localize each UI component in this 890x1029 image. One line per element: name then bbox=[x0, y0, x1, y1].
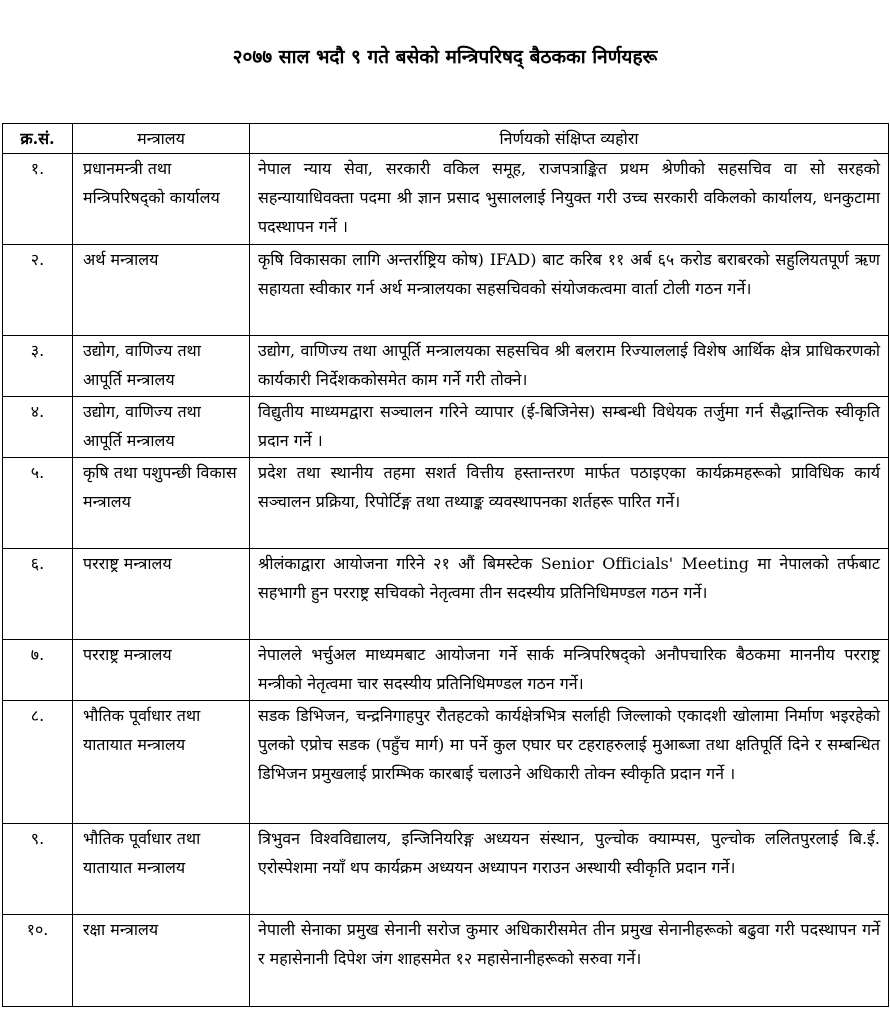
row-serial-number: ९. bbox=[3, 824, 73, 915]
table-row bbox=[3, 458, 889, 549]
row-serial-number: ५. bbox=[3, 458, 73, 549]
row-ministry: उद्योग, वाणिज्य तथा आपूर्ति मन्त्रालय bbox=[73, 336, 250, 397]
table-row bbox=[3, 154, 889, 245]
row-ministry: रक्षा मन्त्रालय bbox=[73, 915, 250, 1007]
row-serial-number: ७. bbox=[3, 640, 73, 701]
table-row bbox=[3, 701, 889, 824]
table-row bbox=[3, 245, 889, 336]
row-serial-number: १. bbox=[3, 154, 73, 245]
row-decision-summary: नेपाल न्याय सेवा, सरकारी वकिल समूह, राजपत्राङ्कित प्रथम श्रेणीको सहसचिव वा सो सरहको सहन्यायाधिवक्ता पदमा श्री ज्ञान प्रसाद भुसाललाई नियुक्त गरी उच्च सरकारी वकिलको कार्यालय, धनकुटामा पदस्थापन गर्ने । bbox=[250, 154, 889, 245]
row-ministry: भौतिक पूर्वाधार तथा यातायात मन्त्रालय bbox=[73, 824, 250, 915]
row-ministry: परराष्ट्र मन्त्रालय bbox=[73, 549, 250, 640]
row-decision-summary: नेपाली सेनाका प्रमुख सेनानी सरोज कुमार अधिकारीसमेत तीन प्रमुख सेनानीहरूको बढुवा गरी पदस्थापन गर्ने र महासेनानी दिपेश जंग शाहसमेत १२ महासेनानीहरूको सरुवा गर्ने। bbox=[250, 915, 889, 1007]
row-serial-number: २. bbox=[3, 245, 73, 336]
row-decision-summary: उद्योग, वाणिज्य तथा आपूर्ति मन्त्रालयका सहसचिव श्री बलराम रिज्याललाई विशेष आर्थिक क्षेत्र प्राधिकरणको कार्यकारी निर्देशककोसमेत काम गर्ने गरी तोक्ने। bbox=[250, 336, 889, 397]
row-decision-summary: कृषि विकासका लागि अन्तर्राष्ट्रिय कोष) IFAD) बाट करिब ११ अर्ब ६५ करोड बराबरको सहुलियतपूर्ण ऋण सहायता स्वीकार गर्न अर्थ मन्त्रालयका सहसचिवको संयोजकत्वमा वार्ता टोली गठन गर्ने। bbox=[250, 245, 889, 336]
row-serial-number: ३. bbox=[3, 336, 73, 397]
page-title: २०७७ साल भदौ ९ गते बसेको मन्त्रिपरिषद् बैठकका निर्णयहरू bbox=[232, 46, 658, 68]
table-row bbox=[3, 640, 889, 701]
table-row bbox=[3, 336, 889, 397]
decisions-table bbox=[2, 123, 889, 1007]
row-decision-summary: प्रदेश तथा स्थानीय तहमा सशर्त वित्तीय हस्तान्तरण मार्फत पठाइएका कार्यक्रमहरूको प्राविधिक कार्य सञ्चालन प्रक्रिया, रिपोर्टिङ्ग तथा तथ्याङ्क व्यवस्थापनका शर्तहरू पारित गर्ने। bbox=[250, 458, 889, 549]
table-row bbox=[3, 824, 889, 915]
row-decision-summary: त्रिभुवन विश्वविद्यालय, इन्जिनियरिङ्ग अध्ययन संस्थान, पुल्चोक क्याम्पस, पुल्चोक ललितपुरलाई बि.ई. एरोस्पेशमा नयाँ थप कार्यक्रम अध्ययन अध्यापन गराउन अस्थायी स्वीकृति प्रदान गर्ने। bbox=[250, 824, 889, 915]
row-serial-number: ६. bbox=[3, 549, 73, 640]
row-ministry: कृषि तथा पशुपन्छी विकास मन्त्रालय bbox=[73, 458, 250, 549]
header-decision-summary: निर्णयको संक्षिप्त व्यहोरा bbox=[250, 124, 889, 154]
row-serial-number: ४. bbox=[3, 397, 73, 458]
table-header-row bbox=[3, 124, 889, 154]
row-ministry: परराष्ट्र मन्त्रालय bbox=[73, 640, 250, 701]
row-ministry: प्रधानमन्त्री तथा मन्त्रिपरिषद्को कार्यालय bbox=[73, 154, 250, 245]
row-decision-summary: श्रीलंकाद्वारा आयोजना गरिने २१ औं बिमस्टेक Senior Officials' Meeting मा नेपालको तर्फबाट सहभागी हुन परराष्ट्र सचिवको नेतृत्वमा तीन सदस्यीय प्रतिनिधिमण्डल गठन गर्ने। bbox=[250, 549, 889, 640]
row-decision-summary: नेपालले भर्चुअल माध्यमबाट आयोजना गर्ने सार्क मन्त्रिपरिषद्को अनौपचारिक बैठकमा माननीय परराष्ट्र मन्त्रीको नेतृत्वमा चार सदस्यीय प्रतिनिधिमण्डल गठन गर्ने। bbox=[250, 640, 889, 701]
row-decision-summary: विद्युतीय माध्यमद्वारा सञ्चालन गरिने व्यापार (ई-बिजिनेस) सम्बन्धी विधेयक तर्जुमा गर्न सैद्धान्तिक स्वीकृति प्रदान गर्ने । bbox=[250, 397, 889, 458]
row-serial-number: ८. bbox=[3, 701, 73, 824]
header-ministry: मन्त्रालय bbox=[73, 124, 250, 154]
table-row bbox=[3, 397, 889, 458]
row-serial-number: १०. bbox=[3, 915, 73, 1007]
row-ministry: भौतिक पूर्वाधार तथा यातायात मन्त्रालय bbox=[73, 701, 250, 824]
row-ministry: उद्योग, वाणिज्य तथा आपूर्ति मन्त्रालय bbox=[73, 397, 250, 458]
table-row bbox=[3, 549, 889, 640]
table-row bbox=[3, 915, 889, 1007]
row-ministry: अर्थ मन्त्रालय bbox=[73, 245, 250, 336]
header-serial-number: क्र.सं. bbox=[3, 124, 73, 154]
row-decision-summary: सडक डिभिजन, चन्द्रनिगाहपुर रौतहटको कार्यक्षेत्रभित्र सर्लाही जिल्लाको एकादशी खोलामा निर्माण भइरहेको पुलको एप्रोच सडक (पहुँच मार्ग) मा पर्ने कुल एघार घर टहराहरुलाई मुआब्जा तथा क्षतिपूर्ति दिने र सम्बन्धित डिभिजन प्रमुखलाई प्रारम्भिक कारबाई चलाउने अधिकारी तोक्न स्वीकृति प्रदान गर्ने । bbox=[250, 701, 889, 824]
